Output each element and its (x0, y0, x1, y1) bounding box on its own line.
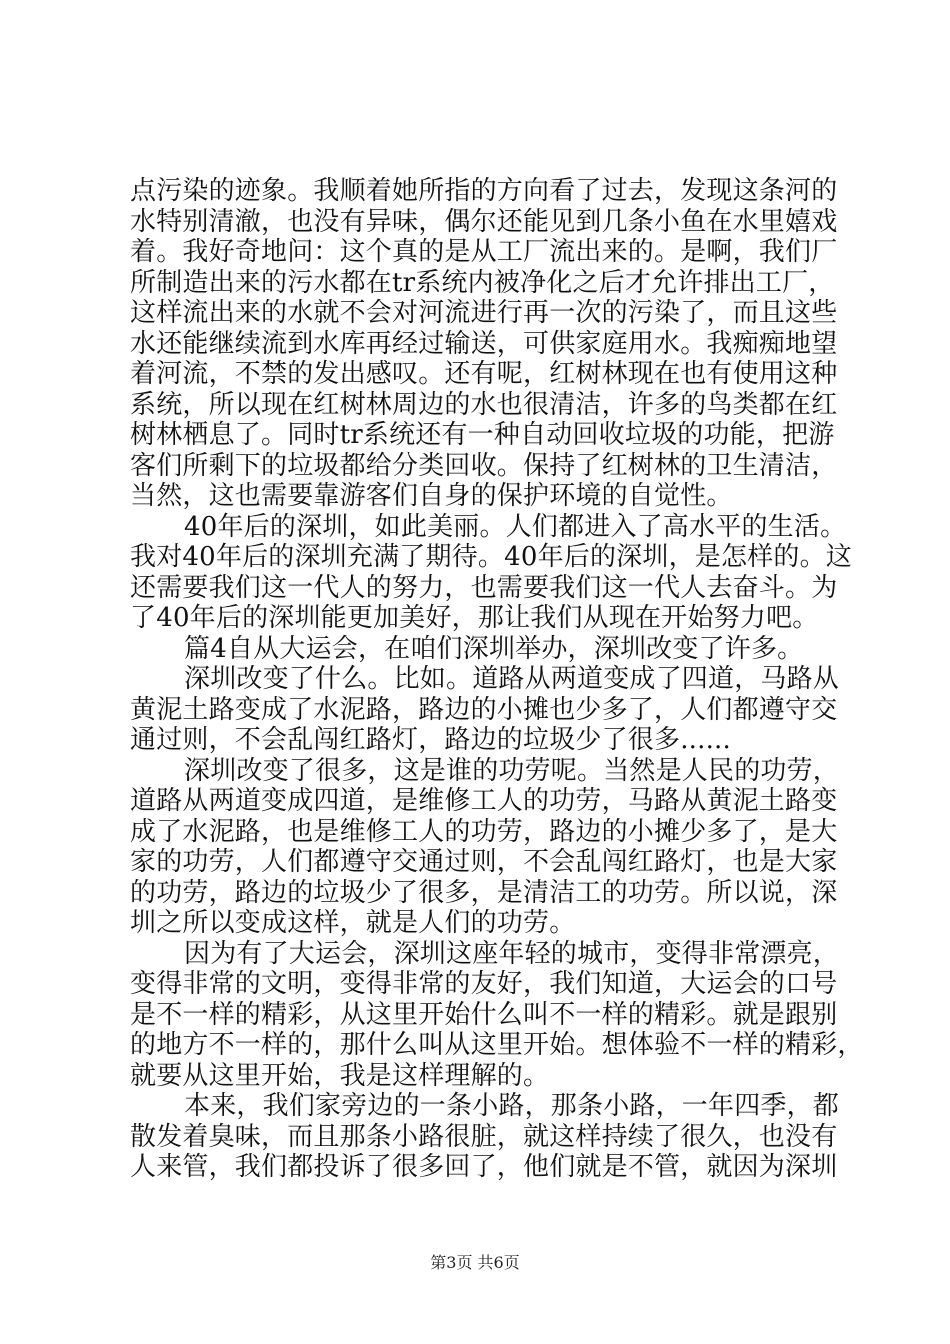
text-line: 还需要我们这一代人的努力，也需要我们这一代人去奋斗。为 (130, 572, 838, 603)
text-line: 点污染的迹象。我顺着她所指的方向看了过去，发现这条河的 (130, 176, 838, 206)
text-line: 家的功劳，人们都遵守交通过则，不会乱闯红路灯，也是大家 (130, 847, 838, 877)
paragraph-first-line: 深圳改变了什么。比如。道路从两道变成了四道，马路从 (184, 664, 840, 694)
paragraph-first-line: 本来，我们家旁边的一条小路，那条小路，一年四季，都 (184, 1091, 840, 1121)
text-line: 黄泥土路变成了水泥路，路边的小摊也少多了，人们都遵守交 (130, 694, 838, 725)
body-text (130, 176, 864, 1183)
text-line: 通过则，不会乱闯红路灯，路边的垃圾少了很多...... (130, 725, 731, 755)
text-line: 当然，这也需要靠游客们自身的保护环境的自觉性。 (130, 481, 733, 511)
text-line: 树林栖息了。同时tr系统还有一种自动回收垃圾的功能，把游 (130, 420, 835, 450)
text-line: 的功劳，路边的垃圾少了很多，是清洁工的功劳。所以说，深 (130, 877, 838, 908)
text-line: 这样流出来的水就不会对河流进行再一次的污染了，而且这些 (130, 298, 838, 328)
text-line: 水还能继续流到水库再经过输送，可供家庭用水。我痴痴地望 (130, 328, 838, 359)
text-line: 圳之所以变成这样，就是人们的功劳。 (130, 908, 576, 938)
text-line: 道路从两道变成四道，是维修工人的功劳，马路从黄泥土路变 (130, 786, 838, 816)
text-line: 就要从这里开始，我是这样理解的。 (130, 1060, 550, 1091)
text-line: 客们所剩下的垃圾都给分类回收。保持了红树林的卫生清洁， (130, 450, 838, 481)
text-line: 着河流，不禁的发出感叹。还有呢，红树林现在也有使用这种 (130, 359, 838, 389)
text-line: 人来管，我们都投诉了很多回了，他们就是不管，就因为深圳 (130, 1152, 838, 1182)
text-line: 是不一样的精彩，从这里开始什么叫不一样的精彩。就是跟别 (130, 999, 838, 1030)
paragraph-first-line: 40年后的深圳，如此美丽。人们都进入了高水平的生活。 (184, 511, 847, 542)
paragraph-first-line: 深圳改变了很多，这是谁的功劳呢。当然是人民的功劳， (184, 755, 840, 786)
text-line: 散发着臭味，而且那条小路很脏，就这样持续了很久，也没有 (130, 1121, 838, 1152)
page-number-footer: 第3页 共6页 (430, 1253, 520, 1272)
text-line: 了40年后的深圳能更加美好，那让我们从现在开始努力吧。 (130, 603, 819, 633)
text-line: 成了水泥路，也是维修工人的功劳，路边的小摊少多了，是大 (130, 816, 838, 847)
paragraph-first-line: 篇4自从大运会，在咱们深圳举办，深圳改变了许多。 (184, 633, 804, 664)
text-line: 变得非常的文明，变得非常的友好，我们知道，大运会的口号 (130, 969, 838, 999)
text-line: 的地方不一样的，那什么叫从这里开始。想体验不一样的精彩， (130, 1030, 864, 1060)
text-line: 系统，所以现在红树林周边的水也很清洁，许多的鸟类都在红 (130, 389, 838, 420)
paragraph-first-line: 因为有了大运会，深圳这座年轻的城市，变得非常漂亮， (184, 938, 840, 969)
text-line: 水特别清澈，也没有异味，偶尔还能见到几条小鱼在水里嬉戏 (130, 206, 838, 237)
text-line: 着。我好奇地问：这个真的是从工厂流出来的。是啊，我们厂 (130, 237, 838, 267)
text-line: 所制造出来的污水都在tr系统内被净化之后才允许排出工厂， (130, 267, 835, 298)
text-line: 我对40年后的深圳充满了期待。40年后的深圳，是怎样的。这 (130, 542, 852, 572)
